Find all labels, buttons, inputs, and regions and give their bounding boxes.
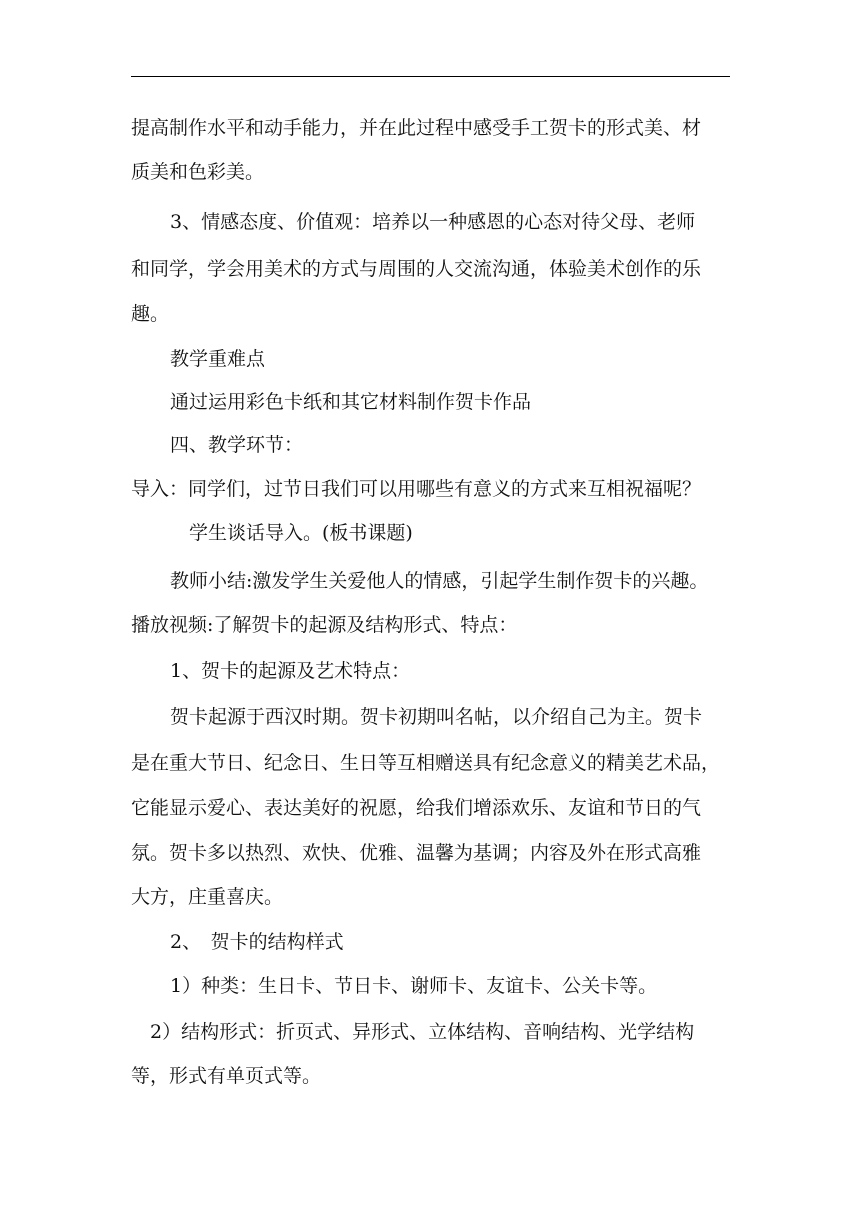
body-line: 学生谈话导入。(板书课题): [189, 522, 413, 544]
body-line: 1）种类：生日卡、节日卡、谢师卡、友谊卡、公关卡等。: [170, 975, 658, 997]
body-line: 提高制作水平和动手能力，并在此过程中感受手工贺卡的形式美、材: [131, 117, 702, 139]
body-line: 等，形式有单页式等。: [131, 1065, 322, 1087]
section-heading: 四、教学环节：: [170, 434, 304, 456]
body-line: 质美和色彩美。: [131, 161, 265, 183]
body-line: 趣。: [131, 303, 170, 325]
body-line: 通过运用彩色卡纸和其它材料制作贺卡作品: [170, 391, 532, 413]
section-heading: 教学重难点: [170, 348, 266, 370]
body-line: 导入：同学们，过节日我们可以用哪些有意义的方式来互相祝福呢？: [131, 478, 702, 500]
body-line: 和同学，学会用美术的方式与周围的人交流沟通，体验美术创作的乐: [131, 258, 702, 280]
body-line: 贺卡起源于西汉时期。贺卡初期叫名帖，以介绍自己为主。贺卡: [170, 706, 703, 728]
body-line: 教师小结:激发学生关爱他人的情感，引起学生制作贺卡的兴趣。: [170, 570, 709, 592]
section-heading: 2、 贺卡的结构样式: [170, 931, 344, 953]
body-line: 氛。贺卡多以热烈、欢快、优雅、温馨为基调；内容及外在形式高雅: [131, 842, 702, 864]
body-line: 是在重大节日、纪念日、生日等互相赠送具有纪念意义的精美艺术品，: [131, 752, 721, 774]
body-line: 2）结构形式：折页式、异形式、立体结构、音响结构、光学结构: [150, 1021, 695, 1043]
body-line: 它能显示爱心、表达美好的祝愿，给我们增添欢乐、友谊和节日的气: [131, 797, 702, 819]
body-line: 大方，庄重喜庆。: [131, 886, 284, 908]
body-line: 1、贺卡的起源及艺术特点：: [170, 660, 411, 682]
header-rule: [131, 76, 730, 77]
body-line: 播放视频:了解贺卡的起源及结构形式、特点：: [131, 614, 518, 636]
body-line: 3、情感态度、价值观：培养以一种感恩的心态对待父母、老师: [170, 211, 696, 233]
